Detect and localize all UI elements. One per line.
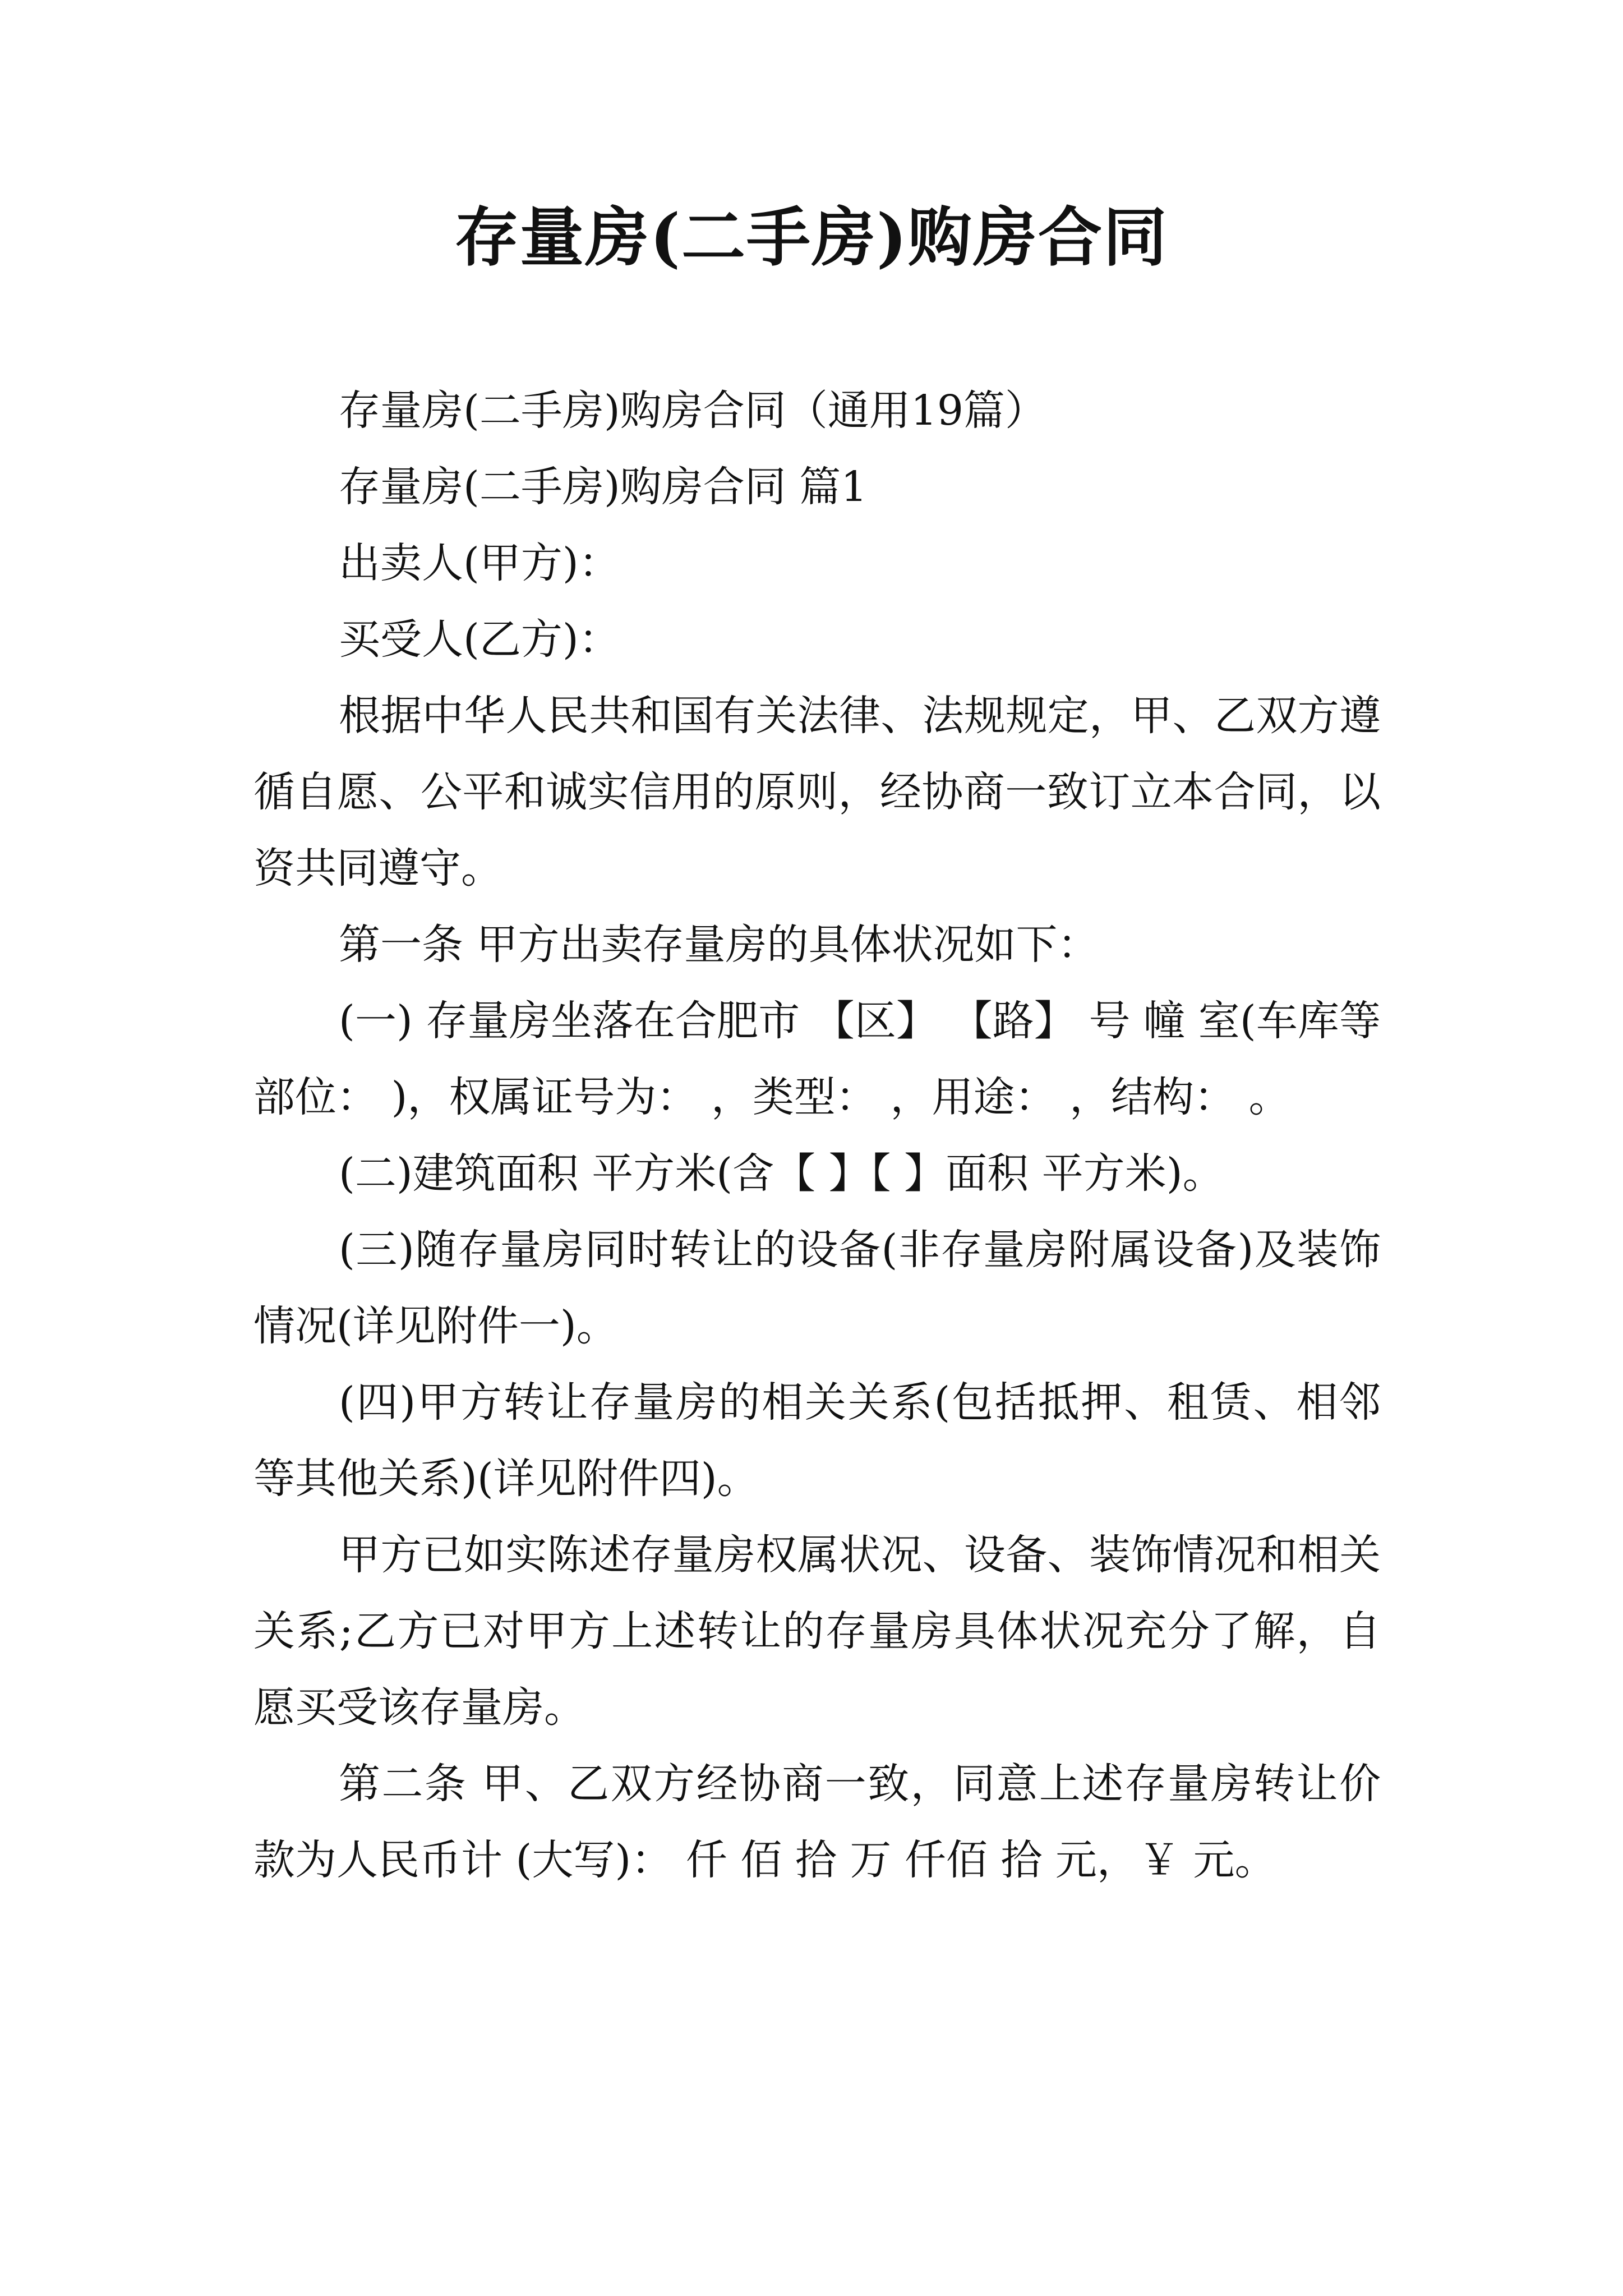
paragraph-item-3: (三)随存量房同时转让的设备(非存量房附属设备)及装饰情况(详见附件一)。 <box>253 1226 1381 1350</box>
document-body <box>253 372 1381 1898</box>
paragraph-item-4: (四)甲方转让存量房的相关关系(包括抵押、租赁、相邻等其他关系)(详见附件四)。 <box>253 1378 1381 1503</box>
paragraph-statement: 甲方已如实陈述存量房权属状况、设备、装饰情况和相关关系;乙方已对甲方上述转让的存量房具体状况充分了解，自愿买受该存量房。 <box>253 1531 1381 1732</box>
paragraph-heading-collection: 存量房(二手房)购房合同（通用19篇） <box>339 386 1046 435</box>
paragraph-article-1: 第一条 甲方出卖存量房的具体状况如下： <box>339 921 1099 969</box>
paragraph-article-2: 第二条 甲、乙双方经协商一致，同意上述存量房转让价款为人民币计 (大写)： 仟 佰 拾 万 仟佰 拾 元，￥ 元。 <box>253 1760 1381 1884</box>
paragraph-buyer-party: 买受人(乙方)： <box>339 615 620 664</box>
paragraph-seller-party: 出卖人(甲方)： <box>339 539 620 587</box>
paragraph-intro: 根据中华人民共和国有关法律、法规规定，甲、乙双方遵循自愿、公平和诚实信用的原则，经协商一致订立本合同，以资共同遵守。 <box>253 692 1381 892</box>
paragraph-item-1: (一) 存量房坐落在合肥市 【区】 【路】 号 幢 室(车库等部位： )，权属证号为： ，类型： ，用途： ，结构： 。 <box>253 997 1381 1121</box>
paragraph-heading-part-1: 存量房(二手房)购房合同 篇1 <box>339 463 868 511</box>
paragraph-item-2: (二)建筑面积 平方米(含【 】【 】面积 平方米)。 <box>339 1149 1224 1198</box>
document-title: 存量房(二手房)购房合同 <box>455 200 1168 275</box>
